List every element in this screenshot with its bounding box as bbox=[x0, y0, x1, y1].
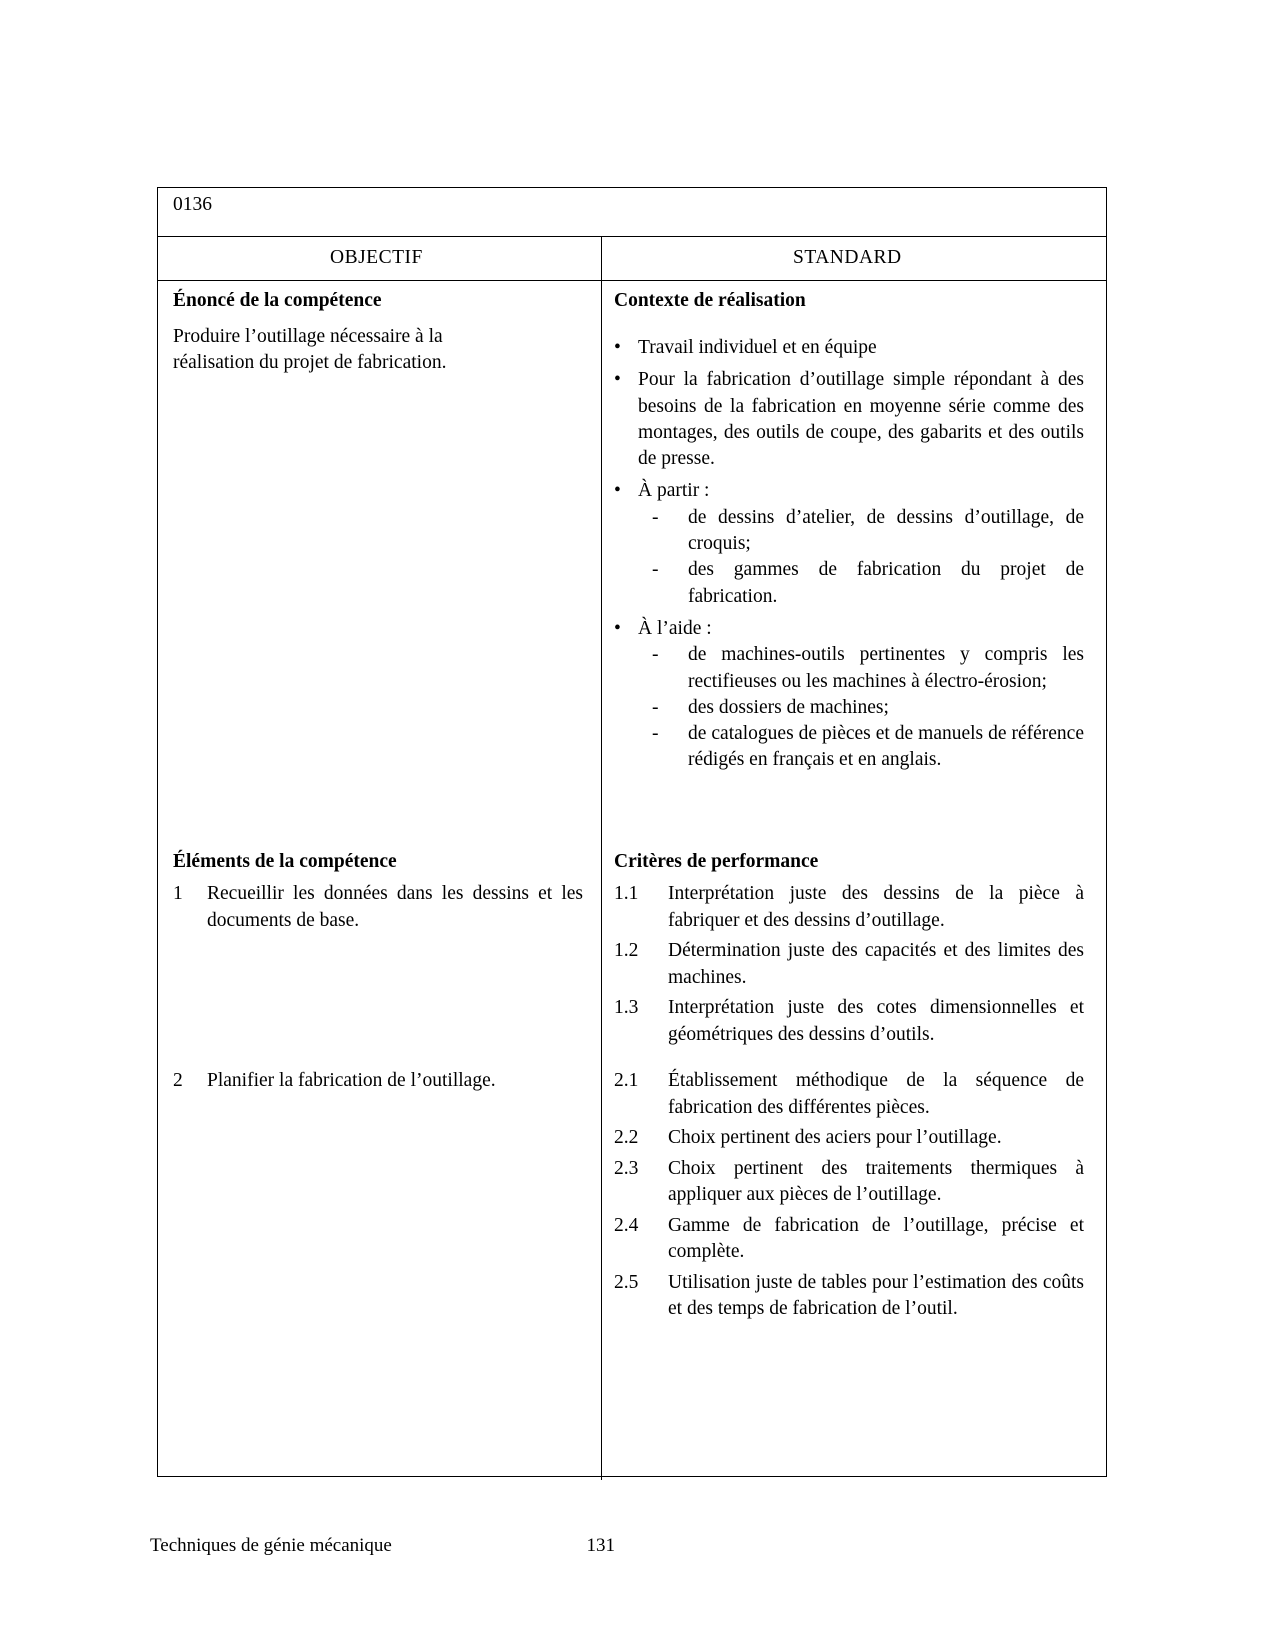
header-objectif: OBJECTIF bbox=[330, 247, 423, 268]
context-sublist bbox=[638, 642, 1084, 773]
element-text: Recueillir les données dans les dessins et les documents de base. bbox=[207, 883, 583, 931]
context-subitem-text: des dossiers de machines; bbox=[688, 696, 889, 718]
criterion-item bbox=[614, 881, 1084, 934]
context-subitem-text: de catalogues de pièces et de manuels de référence rédigés en français et en anglais. bbox=[688, 723, 1084, 771]
context-subitem bbox=[614, 721, 1084, 774]
dash-icon: - bbox=[652, 723, 659, 745]
context-item bbox=[614, 367, 1084, 472]
dash-icon: - bbox=[652, 696, 659, 718]
criterion-number: 2.1 bbox=[614, 1070, 639, 1091]
context-subitem bbox=[614, 505, 1084, 558]
criterion-number: 1.1 bbox=[614, 883, 639, 904]
context-item bbox=[614, 616, 1084, 774]
dash-icon: - bbox=[652, 644, 659, 666]
criterion-text: Interprétation juste des cotes dimensionnelles et géométriques des dessins d’outils. bbox=[668, 997, 1084, 1045]
criterion-number: 1.2 bbox=[614, 940, 639, 961]
criterion-item bbox=[614, 1270, 1084, 1323]
competency-statement: Produire l’outillage nécessaire à la réalisation du projet de fabrication. bbox=[173, 326, 447, 373]
column-divider bbox=[601, 237, 602, 1480]
dash-icon: - bbox=[652, 506, 659, 528]
criterion-text: Gamme de fabrication de l’outillage, précise et complète. bbox=[668, 1214, 1084, 1262]
context-list bbox=[614, 335, 1084, 780]
footer-program-title: Techniques de génie mécanique bbox=[150, 1535, 392, 1556]
criterion-item bbox=[614, 1213, 1084, 1266]
criterion-item bbox=[614, 995, 1084, 1048]
criteria-title: Critères de performance bbox=[614, 851, 819, 872]
context-title: Contexte de réalisation bbox=[614, 290, 806, 311]
context-subitem-text: de dessins d’atelier, de dessins d’outillage, de croquis; bbox=[688, 506, 1084, 555]
page-number: 131 bbox=[586, 1535, 615, 1556]
element-item bbox=[173, 1068, 583, 1095]
criterion-text: Détermination juste des capacités et des limites des machines. bbox=[668, 940, 1084, 988]
context-subitem bbox=[614, 695, 1084, 721]
element-number: 2 bbox=[173, 1070, 183, 1091]
criterion-number: 1.3 bbox=[614, 997, 639, 1018]
context-item-text: Pour la fabrication d’outillage simple répondant à des besoins de la fabrication en moyenne série comme des montages, des outils de coupe, des gabarits et des outils de presse. bbox=[638, 369, 1084, 470]
criterion-number: 2.4 bbox=[614, 1214, 639, 1236]
context-item bbox=[614, 478, 1084, 609]
criterion-text: Choix pertinent des aciers pour l’outillage. bbox=[668, 1127, 1002, 1148]
context-subitem bbox=[614, 642, 1084, 695]
criterion-number: 2.3 bbox=[614, 1157, 639, 1179]
header-row bbox=[158, 237, 1106, 281]
element-number: 1 bbox=[173, 883, 183, 904]
context-subitem-text: de machines-outils pertinentes y compris les rectifieuses ou les machines à électro-érosion; bbox=[688, 644, 1084, 692]
criterion-item bbox=[614, 1068, 1084, 1121]
bullet-icon: • bbox=[614, 480, 621, 502]
criterion-text: Utilisation juste de tables pour l’estimation des coûts et des temps de fabrication de l’outil. bbox=[668, 1271, 1084, 1319]
criterion-text: Établissement méthodique de la séquence de fabrication des différentes pièces. bbox=[668, 1070, 1084, 1118]
element-text: Planifier la fabrication de l’outillage. bbox=[207, 1070, 496, 1091]
competency-code: 0136 bbox=[173, 194, 212, 215]
criterion-text: Interprétation juste des dessins de la pièce à fabriquer et des dessins d’outillage. bbox=[668, 883, 1084, 931]
elements-title: Éléments de la compétence bbox=[173, 851, 397, 872]
bullet-icon: • bbox=[614, 617, 621, 639]
competency-title: Énoncé de la compétence bbox=[173, 290, 382, 311]
criterion-item bbox=[614, 1125, 1084, 1152]
criteria-list bbox=[614, 1068, 1084, 1327]
criterion-item bbox=[614, 1156, 1084, 1209]
bullet-icon: • bbox=[614, 337, 621, 358]
context-subitem-text: des gammes de fabrication du projet de fabrication. bbox=[688, 559, 1084, 607]
context-item bbox=[614, 335, 1084, 361]
element-item bbox=[173, 881, 583, 934]
criterion-number: 2.2 bbox=[614, 1127, 639, 1148]
criterion-text: Choix pertinent des traitements thermiques à appliquer aux pièces de l’outillage. bbox=[668, 1157, 1084, 1205]
context-item-text: À partir : bbox=[638, 480, 710, 502]
criterion-item bbox=[614, 938, 1084, 991]
criteria-list bbox=[614, 881, 1084, 1052]
header-standard: STANDARD bbox=[793, 247, 902, 268]
context-item-text: À l’aide : bbox=[638, 617, 712, 639]
context-item-text: Travail individuel et en équipe bbox=[638, 337, 877, 358]
bullet-icon: • bbox=[614, 369, 621, 391]
context-sublist bbox=[638, 505, 1084, 610]
code-row bbox=[158, 188, 1106, 237]
criterion-number: 2.5 bbox=[614, 1271, 639, 1293]
competency-table bbox=[157, 187, 1107, 1477]
dash-icon: - bbox=[652, 559, 659, 581]
context-subitem bbox=[614, 557, 1084, 610]
